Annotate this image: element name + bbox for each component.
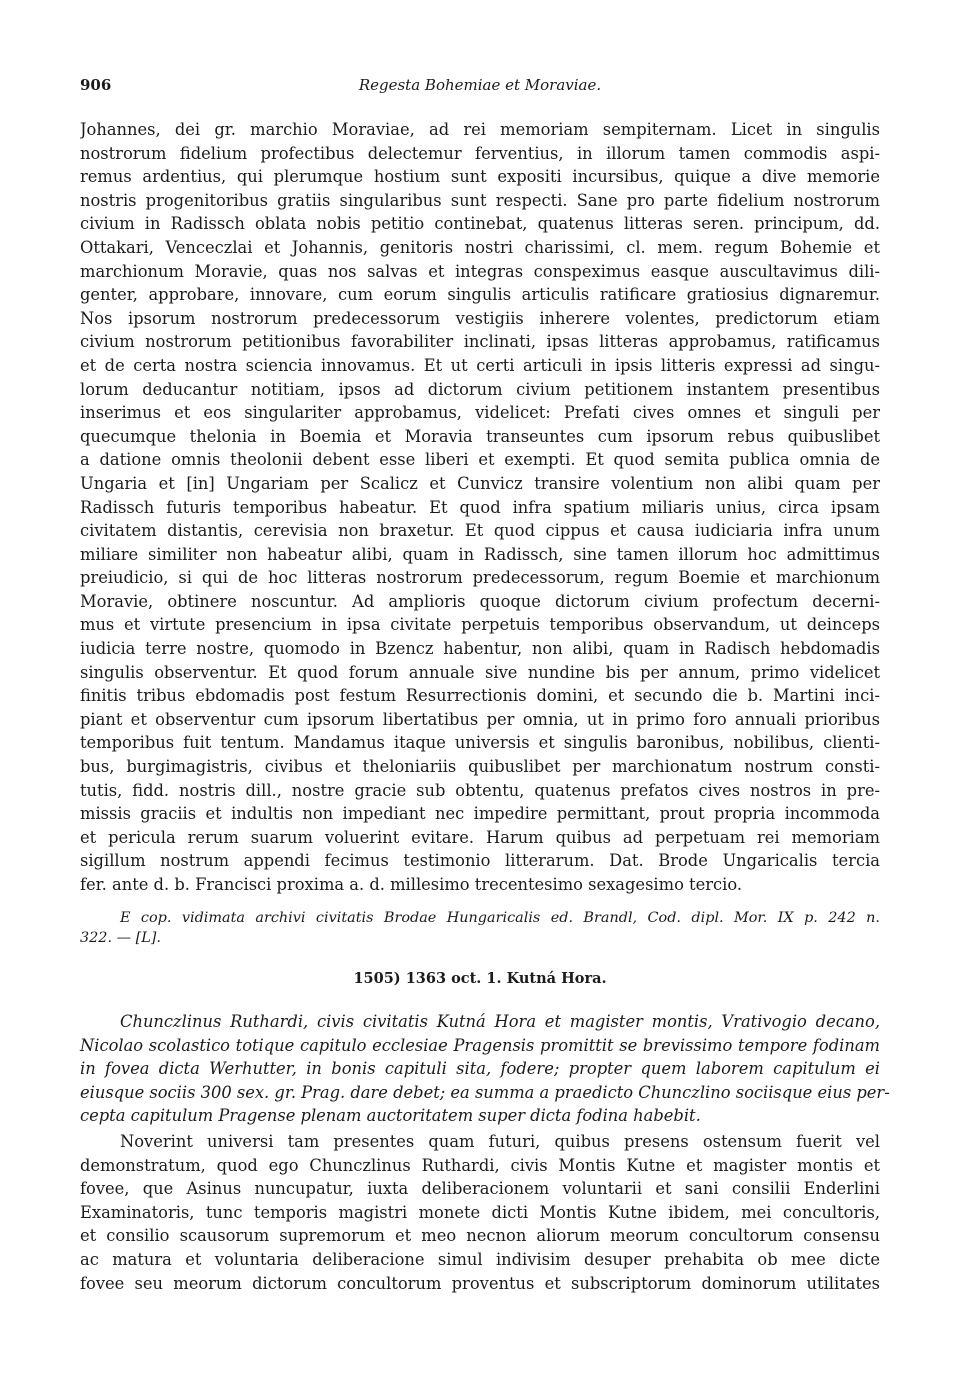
page-number: 906	[80, 76, 112, 94]
text-line: sigillum nostrum appendi fecimus testimonio litterarum. Dat. Brode Ungaricalis tercia	[80, 851, 880, 871]
text-line: nostrorum fidelium profectibus delectemur ferventius, in illorum tamen commodis aspi-	[80, 143, 880, 163]
summary-line: cepta capitulum Pragense plenam auctoritatem super dicta fodina habebit.	[80, 1106, 701, 1126]
deed-text	[80, 1130, 880, 1295]
text-line: ac matura et voluntaria deliberacione simul indivisim desuper prehabita ob mee dicte	[80, 1249, 880, 1269]
text-line: temporibus fuit tentum. Mandamus itaque universis et singulis baronibus, nobilibus, clienti-	[80, 733, 880, 753]
text-line: bus, burgimagistris, civibus et theloniariis quibuslibet per marchionatum nostrum consti-	[80, 757, 880, 777]
text-line: inserimus et eos singulariter approbamus, videlicet: Prefati cives omnes et singuli per	[80, 403, 880, 423]
text-line: finitis tribus ebdomadis post festum Resurrectionis domini, et secundo die b. Martini inci-	[80, 686, 880, 706]
note-line: 322. — [L].	[80, 930, 161, 946]
text-line: marchionum Moravie, quas nos salvas et integras conspeximus easque auscultavimus dili-	[80, 261, 880, 281]
summary-line: in fovea dicta Werhutter, in bonis capituli sita, fodere; propter quem laborem capitulum ei	[80, 1059, 880, 1079]
text-line: nostris progenitoribus gratiis singularibus sunt respecti. Sane pro parte fidelium nostrorum	[80, 190, 880, 210]
text-line: a datione omnis theolonii debent esse liberi et exempti. Et quod semita publica omnia de	[80, 450, 880, 470]
text-line: missis graciis et indultis non impediant nec impedire permittant, prout propria incommoda	[80, 804, 880, 824]
text-line: Johannes, dei gr. marchio Moraviae, ad rei memoriam sempiternam. Licet in singulis	[80, 120, 880, 139]
text-line: lorum deducantur notitiam, ipsos ad dictorum civium petitionem instantem presentibus	[80, 379, 880, 399]
text-line: Radissch futuris temporibus habeatur. Et quod infra spatium miliaris unius, circa ipsam	[80, 497, 880, 517]
source-note	[80, 908, 880, 948]
document-heading: 1505) 1363 oct. 1. Kutná Hora.	[353, 970, 607, 987]
text-line: et pericula rerum suarum voluerint evitare. Harum quibus ad perpetuam rei memoriam	[80, 827, 880, 847]
summary-line: Chunczlinus Ruthardi, civis civitatis Kutná Hora et magister montis, Vrativogio decano,	[120, 1012, 880, 1031]
page-header	[80, 76, 880, 100]
regest-summary	[80, 1010, 890, 1128]
text-line: civitatem distantis, cerevisia non braxetur. Et quod cippus et causa iudiciaria infra unum	[80, 521, 880, 541]
text-line: demonstratum, quod ego Chunczlinus Ruthardi, civis Montis Kutne et magister montis et	[80, 1155, 880, 1175]
summary-line: Nicolao scolastico totique capitulo ecclesiae Pragensis promittit se brevissimo tempore fodinam	[80, 1035, 880, 1055]
text-line: Noverint universi tam presentes quam futuri, quibus presens ostensum fuerit vel	[120, 1132, 880, 1151]
text-line: genter, approbare, innovare, cum eorum singulis articulis ratificare gratiosius dignaremur.	[80, 285, 880, 305]
text-line: piant et observentur cum ipsorum libertatibus per omnia, ut in primo foro annuali prioribus	[80, 709, 880, 729]
text-line: Ottakari, Venceczlai et Johannis, genitoris nostri charissimi, cl. mem. regum Bohemie et	[80, 237, 880, 257]
text-line: civium in Radissch oblata nobis petitio continebat, quatenus litteras seren. principum, dd.	[80, 214, 880, 234]
text-line: et de certa nostra sciencia innovamus. Et ut certi articuli in ipsis litteris expressi ad singu-	[80, 355, 880, 375]
text-line: Examinatoris, tunc temporis magistri monete dicti Montis Kutne ibidem, mei concultoris,	[80, 1202, 880, 1222]
text-line: et consilio scausorum supremorum et meo necnon aliorum meorum concultorum consensu	[80, 1226, 880, 1246]
note-line: E cop. vidimata archivi civitatis Brodae Hungaricalis ed. Brandl, Cod. dipl. Mor. IX p. 242 n.	[120, 910, 880, 926]
text-line: tutis, fidd. nostris dill., nostre gracie sub obtentu, quatenus prefatos cives nostros in pre-	[80, 780, 880, 800]
text-line: fer. ante d. b. Francisci proxima a. d. millesimo trecentesimo sexagesimo tercio.	[80, 875, 743, 894]
text-line: Moravie, obtinere noscuntur. Ad amplioris quoque dictorum civium profectum decerni-	[80, 591, 880, 611]
summary-line: eiusque sociis 300 sex. gr. Prag. dare debet; ea summa a praedicto Chunczlino sociisque eius per-	[80, 1082, 890, 1102]
text-line: miliare similiter non habeatur alibi, quam in Radissch, sine tamen illorum hoc admittimus	[80, 544, 880, 564]
text-line: remus ardentius, qui plerumque hostium sunt expositi incursibus, quique a dive memorie	[80, 167, 880, 187]
text-line: Ungaria et [in] Ungariam per Scalicz et Cunvicz transire volentium non alibi quam per	[80, 473, 880, 493]
text-line: preiudicio, si qui de hoc litteras nostrorum predecessorum, regum Boemie et marchionum	[80, 568, 880, 588]
text-line: civium nostrorum petitionibus favorabiliter inclinati, ipsas litteras approbamus, ratificamus	[80, 332, 880, 352]
text-line: Nos ipsorum nostrorum predecessorum vestigiis inherere volentes, predictorum etiam	[80, 308, 880, 328]
text-line: mus et virtute presencium in ipsa civitate perpetuis temporibus observandum, ut deinceps	[80, 615, 880, 635]
text-line: singulis observentur. Et quod forum annuale sive nundine bis per annum, primo videlicet	[80, 662, 880, 682]
charter-text	[80, 118, 880, 897]
running-title: Regesta Bohemiae et Moraviae.	[358, 76, 602, 94]
text-line: iudicia terre nostre, quomodo in Bzencz habentur, non alibi, quam in Radisch hebdomadis	[80, 639, 880, 659]
text-line: fovee, que Asinus nuncupatur, iuxta deliberacionem voluntarii et sani consilii Enderlini	[80, 1179, 880, 1199]
text-line: fovee seu meorum dictorum concultorum proventus et subscriptorum dominorum utilitates	[80, 1273, 880, 1293]
text-line: quecumque thelonia in Boemia et Moravia transeuntes cum ipsorum rebus quibuslibet	[80, 426, 880, 446]
